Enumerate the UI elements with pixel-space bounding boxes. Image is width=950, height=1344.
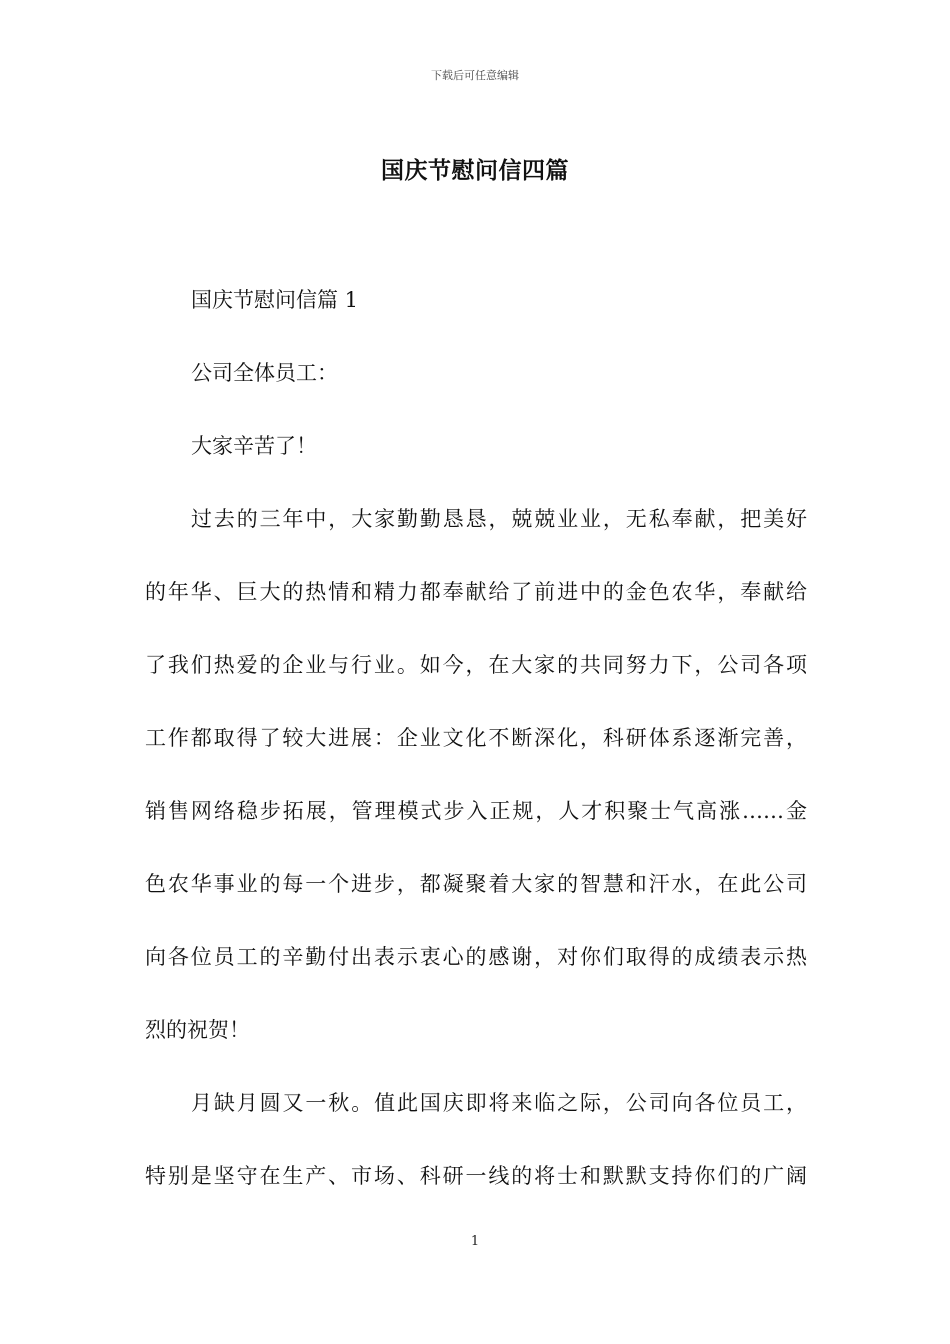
- document-body: [145, 277, 807, 1226]
- paragraph-line: 的年华、巨大的热情和精力都奉献给了前进中的金色农华，奉献给: [145, 580, 807, 604]
- paragraph-line: 销售网络稳步拓展，管理模式步入正规，人才积聚士气高涨……金: [145, 799, 807, 823]
- paragraph-line: 过去的三年中，大家勤勤恳恳，兢兢业业，无私奉献，把美好: [191, 507, 807, 531]
- paragraph-line: 向各位员工的辛勤付出表示衷心的感谢，对你们取得的成绩表示热: [145, 945, 807, 969]
- paragraph-line: 月缺月圆又一秋。值此国庆即将来临之际，公司向各位员工，: [191, 1091, 807, 1115]
- document-title: 国庆节慰问信四篇: [381, 157, 569, 184]
- paragraph-line: 特别是坚守在生产、市场、科研一线的将士和默默支持你们的广阔: [145, 1164, 807, 1188]
- section-heading: 国庆节慰问信篇 1: [191, 288, 359, 312]
- paragraph-line: 了我们热爱的企业与行业。如今，在大家的共同努力下，公司各项: [145, 653, 807, 677]
- header-note: 下载后可任意编辑: [431, 69, 519, 82]
- greeting-line: 大家辛苦了！: [191, 434, 317, 458]
- paragraph-line: 色农华事业的每一个进步，都凝聚着大家的智慧和汗水，在此公司: [145, 872, 807, 896]
- paragraph-line: 烈的祝贺！: [145, 1018, 250, 1042]
- salutation: 公司全体员工：: [191, 361, 338, 385]
- page-number: 1: [470, 1234, 480, 1249]
- paragraph-line: 工作都取得了较大进展：企业文化不断深化，科研体系逐渐完善，: [145, 726, 807, 750]
